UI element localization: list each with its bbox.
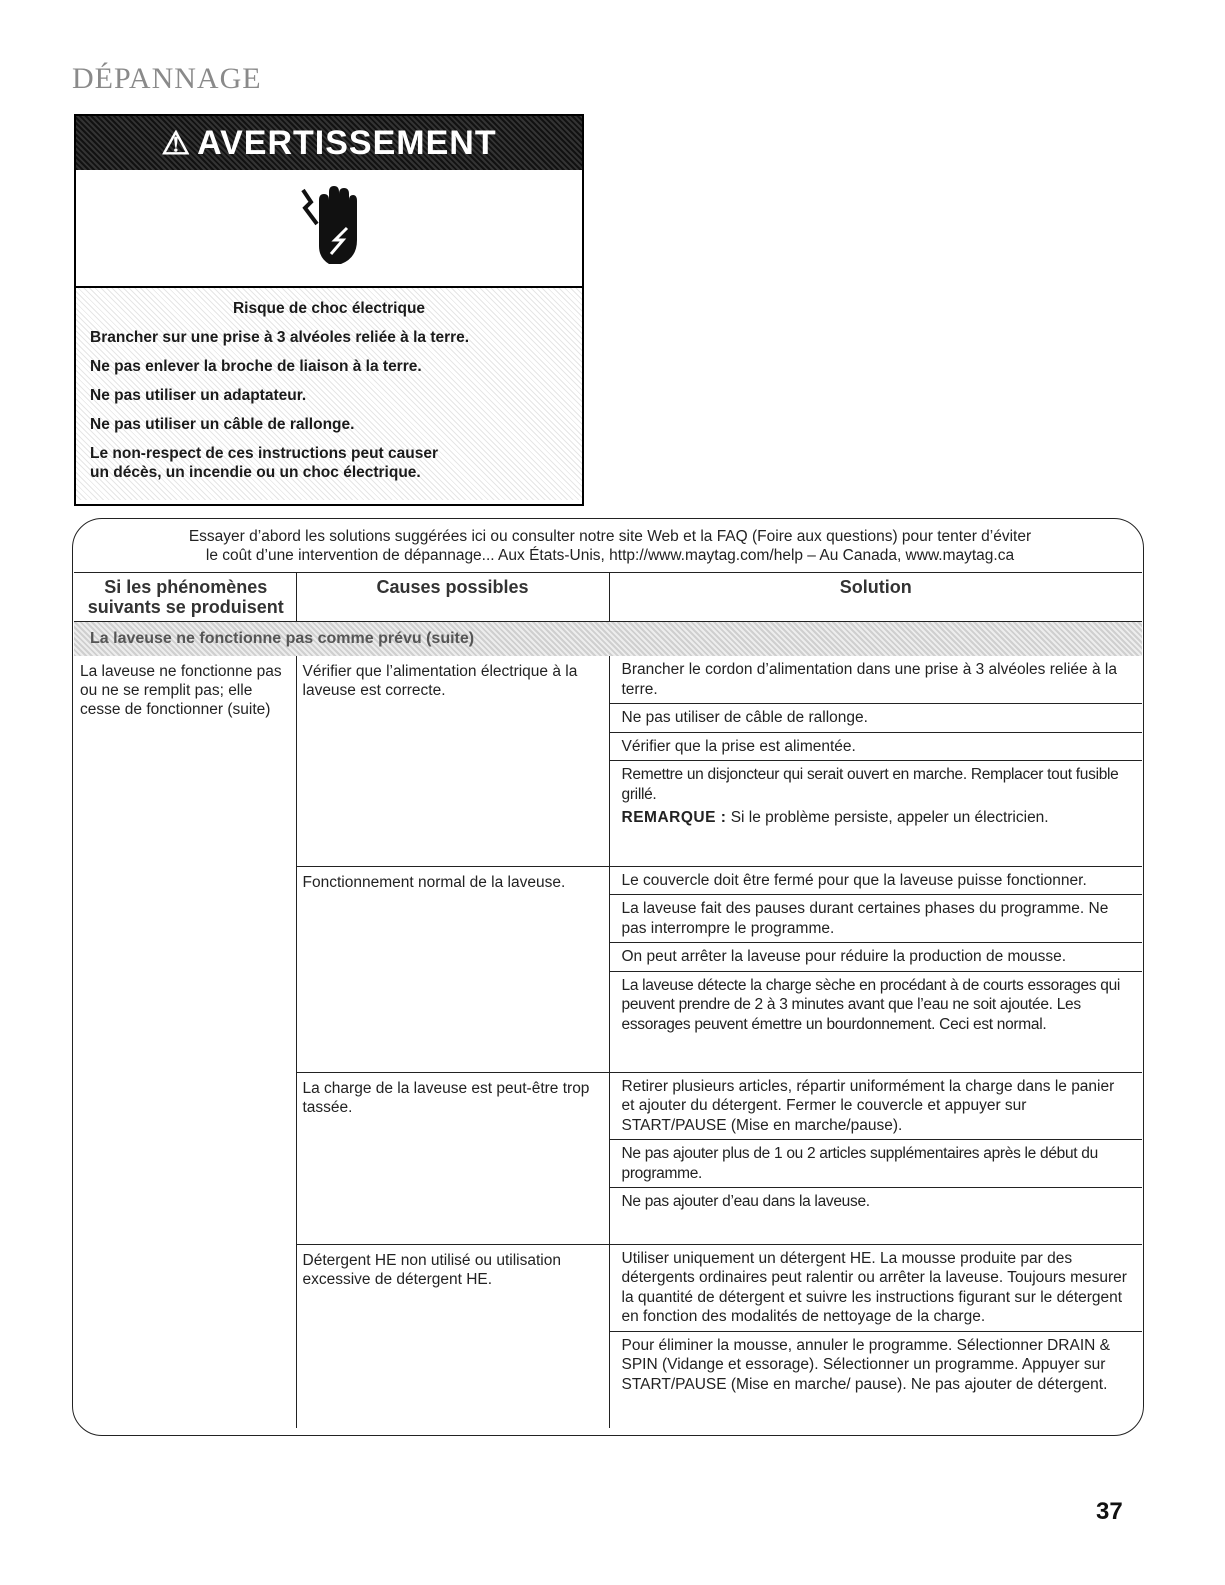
solution-item: La laveuse détecte la charge sèche en procédant à de courts essorages qui peuvent prendre de 2 à 3 minutes avant que l’eau ne soit ajoutée. Les essorages peuvent émettre un bourdonnement. Ceci est normal. (621, 976, 1121, 1033)
warning-header-label: AVERTISSEMENT (197, 123, 497, 162)
solution-item: Ne pas utiliser de câble de rallonge. (610, 704, 1143, 733)
solution-item: Vérifier que la prise est alimentée. (610, 733, 1143, 762)
solution-note (610, 808, 1143, 832)
solution-item: Ne pas ajouter d’eau dans la laveuse. (621, 1193, 870, 1211)
solution-item: Pour éliminer la mousse, annuler le programme. Sélectionner DRAIN & SPIN (Vidange et essorage). Sélectionner un programme. Appuyer sur START/PAUSE (Mise en marche/ pause). Ne pas ajouter de détergent. (621, 1336, 1110, 1393)
warning-line: Le non-respect de ces instructions peut causer (90, 445, 438, 462)
header-causes: Causes possibles (296, 573, 609, 622)
page-title: DÉPANNAGE (72, 62, 262, 95)
warning-line: Ne pas utiliser un adaptateur. (90, 387, 307, 404)
cause-cell: Détergent HE non utilisé ou utilisation excessive de détergent HE. (296, 1244, 609, 1428)
intro-text (80, 527, 1140, 565)
note-label: REMARQUE : (621, 809, 727, 826)
table-header-row (74, 573, 1142, 622)
warning-line: un décès, un incendie ou un choc électrique. (90, 464, 421, 481)
header-symptoms-line: Si les phénomènes (104, 577, 268, 597)
solution-item: Utiliser uniquement un détergent HE. La mousse produite par des détergents ordinaires peut ralentir ou arrêter la laveuse. Toujours mesurer la quantité de détergent et suivre les instructions figurant sur le détergent en fonction des modalités de nettoyage de la charge. (610, 1245, 1143, 1332)
solution-item: Retirer plusieurs articles, répartir uniformément la charge dans le panier et ajouter du détergent. Fermer le couvercle et appuyer sur START/PAUSE (Mise en marche/pause). (610, 1073, 1143, 1141)
section-band-label: La laveuse ne fonctionne pas comme prévu (suite) (74, 622, 1142, 657)
symptom-cell: La laveuse ne fonctionne pas ou ne se remplit pas; elle cesse de fonctionner (suite) (74, 656, 296, 1428)
warning-line: Ne pas utiliser un câble de rallonge. (90, 416, 355, 433)
solution-cell (609, 1244, 1142, 1428)
header-symptoms (74, 573, 296, 622)
intro-line: le coût d’une intervention de dépannage... Aux États-Unis, http://www.maytag.com/help – Au Canada, www.maytag.ca (205, 547, 1015, 564)
solution-item: Le couvercle doit être fermé pour que la laveuse puisse fonctionner. (610, 867, 1143, 896)
solution-cell (609, 1072, 1142, 1244)
solution-item: Remettre un disjoncteur qui serait ouvert en marche. Remplacer tout fusible grillé. (621, 766, 1119, 803)
warning-icon-area (76, 170, 582, 288)
warning-header (76, 116, 582, 170)
solution-item: On peut arrêter la laveuse pour réduire la production de mousse. (610, 943, 1143, 972)
solution-cell (609, 866, 1142, 1072)
warning-text (76, 288, 582, 500)
warning-line: Brancher sur une prise à 3 alvéoles reliée à la terre. (90, 329, 470, 346)
solution-item: Ne pas ajouter plus de 1 ou 2 articles supplémentaires après le début du programme. (610, 1140, 1143, 1188)
solution-cell (609, 656, 1142, 866)
page-number: 37 (1096, 1498, 1123, 1525)
note-text: Si le problème persiste, appeler un électricien. (726, 809, 1049, 826)
solution-item: La laveuse fait des pauses durant certaines phases du programme. Ne pas interrompre le programme. (610, 895, 1143, 943)
header-solution: Solution (609, 573, 1142, 622)
section-band (74, 622, 1142, 657)
electric-shock-hand-icon (289, 178, 369, 278)
warning-title: Risque de choc électrique (232, 300, 426, 317)
header-symptoms-line: suivants se produisent (87, 597, 284, 617)
solution-item: Brancher le cordon d’alimentation dans une prise à 3 alvéoles reliée à la terre. (610, 656, 1143, 704)
warning-triangle-icon: ⚠ (161, 125, 192, 161)
warning-box (74, 114, 584, 506)
troubleshooting-table (74, 572, 1142, 1428)
cause-cell: Fonctionnement normal de la laveuse. (296, 866, 609, 1072)
table-row (74, 656, 1142, 866)
intro-line: Essayer d’abord les solutions suggérées ici ou consulter notre site Web et la FAQ (Foire aux questions) pour tenter d’éviter (188, 528, 1032, 545)
warning-line: Ne pas enlever la broche de liaison à la terre. (90, 358, 422, 375)
cause-cell: La charge de la laveuse est peut-être trop tassée. (296, 1072, 609, 1244)
cause-cell: Vérifier que l’alimentation électrique à la laveuse est correcte. (296, 656, 609, 866)
